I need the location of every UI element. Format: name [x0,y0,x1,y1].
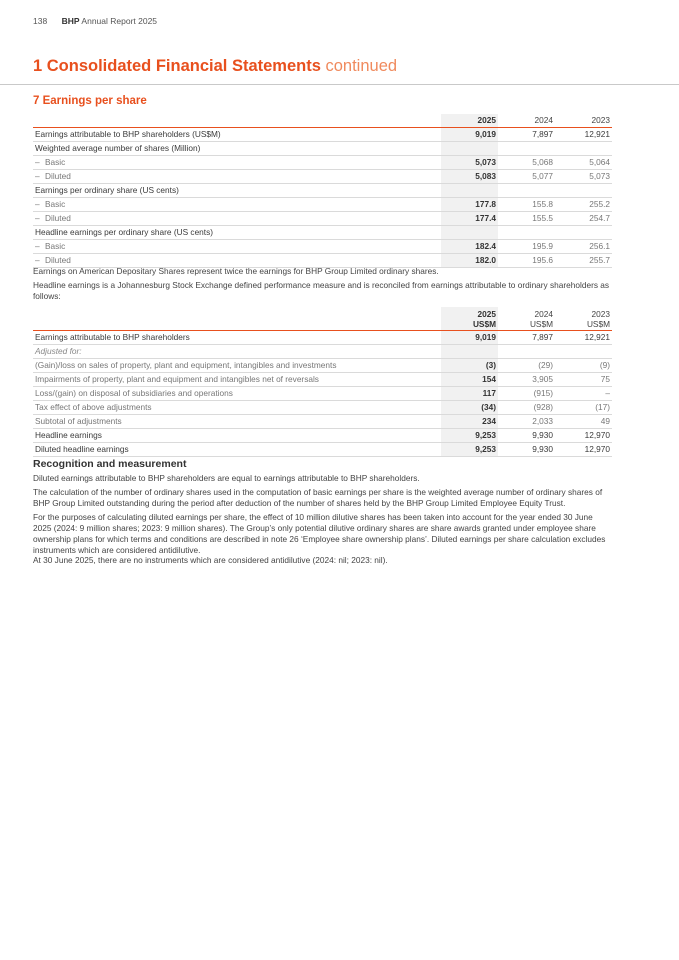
eps-row-label [33,198,441,212]
headline-cell-2025: 9,253 [441,429,498,443]
headline-cell-2025: (3) [441,359,498,373]
page-number: 138 [33,16,48,26]
eps-cell-2024: 7,897 [498,128,555,142]
eps-cell-2023 [555,184,612,198]
eps-row-label [33,184,441,198]
headline-earnings-table [33,307,612,457]
headline-cell-2025: 9,253 [441,443,498,457]
headline-cell-2023: 12,970 [555,443,612,457]
headline-row-label-text: (Gain)/loss on sales of property, plant and equipment, intangibles and investments [35,360,337,370]
headline-header-2024: 2024 US$M [498,307,555,331]
eps-row [33,226,612,240]
eps-cell-2024: 155.8 [498,198,555,212]
dash-bullet: – [35,157,40,167]
eps-cell-2023 [555,226,612,240]
eps-table-header [33,114,612,128]
eps-header-label [33,114,441,128]
eps-row-label [33,240,441,254]
eps-row [33,156,612,170]
eps-cell-2024: 5,077 [498,170,555,184]
eps-row [33,240,612,254]
headline-header-label [33,307,441,331]
headline-row-label [33,415,441,429]
eps-cell-2024: 195.6 [498,254,555,268]
headline-row [33,429,612,443]
headline-row [33,415,612,429]
headline-row-label [33,429,441,443]
headline-cell-2023: – [555,387,612,401]
eps-header-2025: 2025 [441,114,498,128]
eps-cell-2024 [498,226,555,240]
headline-cell-2025: 9,019 [441,331,498,345]
headline-row-label-text: Tax effect of above adjustments [35,402,152,412]
headline-row-label [33,373,441,387]
headline-row-label [33,401,441,415]
headline-row-label-text: Loss/(gain) on disposal of subsidiaries and operations [35,388,233,398]
eps-cell-2025: 177.8 [441,198,498,212]
eps-cell-2024: 5,068 [498,156,555,170]
dash-bullet: – [35,199,40,209]
eps-row [33,212,612,226]
headline-row-label [33,443,441,457]
brand-name: BHP [61,16,80,26]
eps-row-label [33,170,441,184]
headline-row-label-text: Adjusted for: [35,346,82,356]
headline-cell-2024: 2,033 [498,415,555,429]
headline-row-label [33,359,441,373]
title-continued: continued [325,57,398,75]
eps-cell-2025: 177.4 [441,212,498,226]
recognition-p4: At 30 June 2025, there are no instruments which are considered antidilutive (2024: nil; 2023: nil). [33,555,388,565]
eps-row [33,128,612,142]
eps-row-label [33,156,441,170]
eps-cell-2025 [441,226,498,240]
eps-row [33,142,612,156]
eps-cell-2023: 255.7 [555,254,612,268]
dash-bullet: – [35,171,40,181]
eps-cell-2025: 182.4 [441,240,498,254]
eps-cell-2023: 255.2 [555,198,612,212]
headline-header-2023: 2023 US$M [555,307,612,331]
headline-row [33,387,612,401]
headline-row-label-text: Earnings attributable to BHP shareholders [35,332,190,342]
eps-row-label-text: Basic [45,199,66,209]
eps-table [33,114,612,268]
recognition-p3: For the purposes of calculating diluted earnings per share, the effect of 10 million dilutive shares has been taken into account for the year ended 30 June 2025 (2024: 9 million shares; 2023: 9 million shares). The Group’s only potential dilutive ordinary shares are share awards granted under employee share ownership plans for which terms and conditions are described in note 26 ‘Employee share ownership plans’. Diluted earnings per share calculation excludes instruments which are considered antidilutive. [33,512,606,555]
headline-cell-2023: 75 [555,373,612,387]
eps-cell-2023: 12,921 [555,128,612,142]
report-name: Annual Report 2025 [81,16,158,26]
eps-row-label-text: Headline earnings per ordinary share (US cents) [35,227,214,237]
headline-cell-2024: 3,905 [498,373,555,387]
eps-row-label-text: Earnings attributable to BHP shareholders (US$M) [35,129,221,139]
eps-cell-2024 [498,142,555,156]
eps-row-label [33,128,441,142]
eps-cell-2023: 5,073 [555,170,612,184]
headline-cell-2025: 234 [441,415,498,429]
eps-row-label [33,226,441,240]
headline-cell-2025: 117 [441,387,498,401]
headline-table-header [33,307,612,331]
headline-cell-2025: 154 [441,373,498,387]
eps-cell-2025 [441,184,498,198]
eps-row-label-text: Weighted average number of shares (Million) [35,143,201,153]
headline-row-label-text: Headline earnings [35,430,102,440]
eps-cell-2024 [498,184,555,198]
recognition-heading: Recognition and measurement [33,458,187,470]
eps-cell-2025: 5,083 [441,170,498,184]
headline-cell-2023: 12,921 [555,331,612,345]
headline-cell-2024: (928) [498,401,555,415]
headline-cell-2023: (9) [555,359,612,373]
headline-header-2025: 2025 US$M [441,307,498,331]
headline-cell-2024 [498,345,555,359]
eps-row [33,184,612,198]
recognition-p2: The calculation of the number of ordinary shares used in the computation of basic earnings per share is the weighted average number of ordinary shares of BHP Group Limited outstanding during the period after deduction of the number of shares held by the BHP Group Limited Employee Equity Trust. [33,487,603,508]
title-divider [0,84,679,85]
dash-bullet: – [35,255,40,265]
headline-cell-2024: 9,930 [498,443,555,457]
headline-row-label-text: Diluted headline earnings [35,444,129,454]
headline-row-label-text: Subtotal of adjustments [35,416,122,426]
headline-row [33,373,612,387]
headline-row-label [33,331,441,345]
eps-row-label [33,142,441,156]
ads-note: Earnings on American Depositary Shares represent twice the earnings for BHP Group Limited ordinary shares. [33,266,439,276]
eps-row-label-text: Diluted [45,171,71,181]
headline-row [33,345,612,359]
page-header [33,16,157,26]
eps-cell-2024: 155.5 [498,212,555,226]
title-main: 1 Consolidated Financial Statements [33,57,321,75]
section-heading: 7 Earnings per share [33,95,147,107]
headline-cell-2024: (29) [498,359,555,373]
dash-bullet: – [35,213,40,223]
eps-row [33,198,612,212]
eps-cell-2023 [555,142,612,156]
headline-cell-2024: (915) [498,387,555,401]
headline-cell-2023: 49 [555,415,612,429]
page-title [33,57,397,76]
headline-row [33,331,612,345]
headline-row-label [33,345,441,359]
eps-row-label-text: Basic [45,157,66,167]
eps-row-label-text: Earnings per ordinary share (US cents) [35,185,179,195]
headline-cell-2025: (34) [441,401,498,415]
eps-cell-2025: 5,073 [441,156,498,170]
dash-bullet: – [35,241,40,251]
headline-row [33,401,612,415]
headline-cell-2024: 7,897 [498,331,555,345]
eps-cell-2023: 254.7 [555,212,612,226]
headline-cell-2025 [441,345,498,359]
headline-row [33,443,612,457]
headline-row [33,359,612,373]
eps-cell-2025: 9,019 [441,128,498,142]
headline-cell-2024: 9,930 [498,429,555,443]
headline-cell-2023 [555,345,612,359]
headline-row-label [33,387,441,401]
eps-cell-2025 [441,142,498,156]
eps-row [33,170,612,184]
recognition-p1: Diluted earnings attributable to BHP shareholders are equal to earnings attributable to BHP shareholders. [33,473,420,483]
eps-row-label [33,212,441,226]
eps-header-2023: 2023 [555,114,612,128]
eps-cell-2024: 195.9 [498,240,555,254]
eps-row-label-text: Diluted [45,255,71,265]
eps-row-label-text: Diluted [45,213,71,223]
eps-header-2024: 2024 [498,114,555,128]
eps-cell-2023: 5,064 [555,156,612,170]
headline-cell-2023: (17) [555,401,612,415]
headline-intro: Headline earnings is a Johannesburg Stock Exchange defined performance measure and is reconciled from earnings attributable to ordinary shareholders as follows: [33,280,610,301]
eps-cell-2023: 256.1 [555,240,612,254]
eps-cell-2025: 182.0 [441,254,498,268]
headline-cell-2023: 12,970 [555,429,612,443]
eps-row-label-text: Basic [45,241,66,251]
headline-row-label-text: Impairments of property, plant and equipment and intangibles net of reversals [35,374,319,384]
